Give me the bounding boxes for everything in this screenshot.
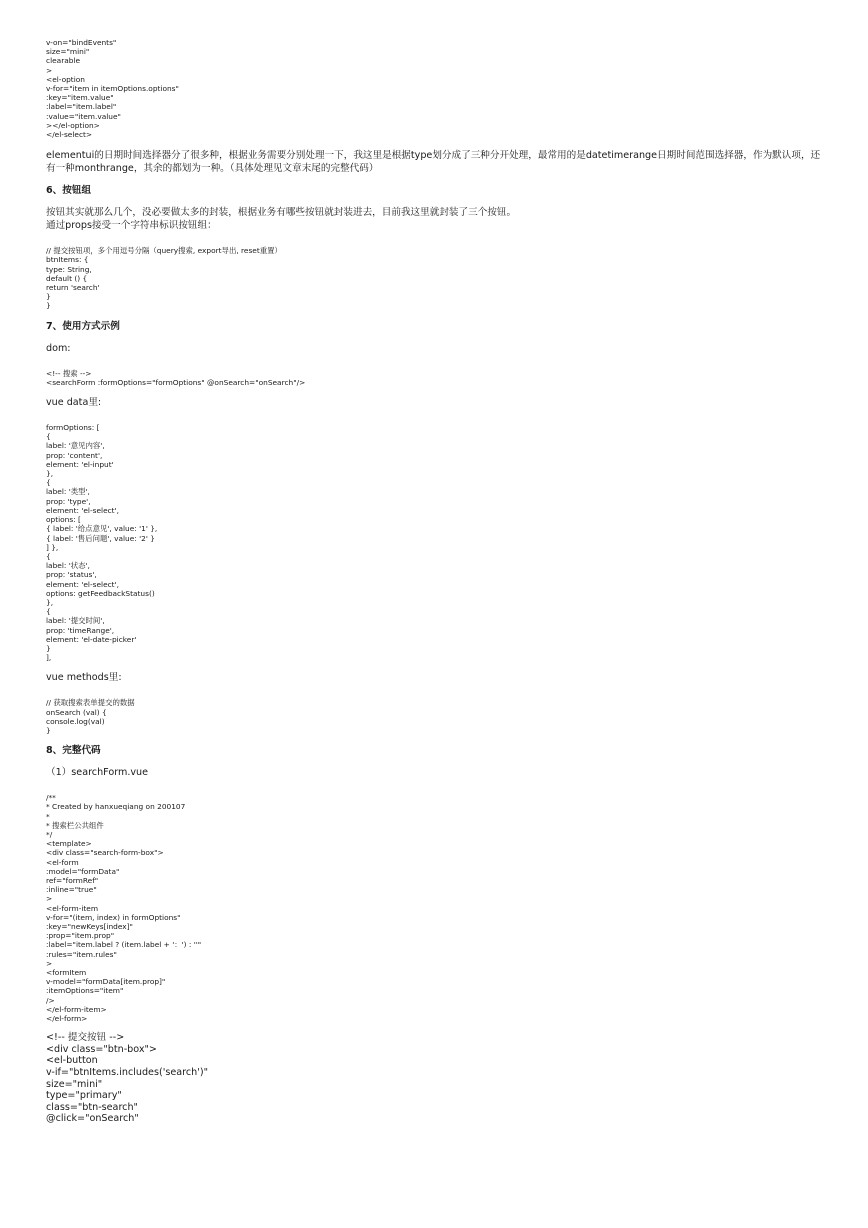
label-dom: dom: xyxy=(46,342,71,354)
code-line: <template> xyxy=(46,839,92,849)
code-line: :inline="true" xyxy=(46,885,97,895)
code-line: }, xyxy=(46,597,54,607)
code-line: type="primary" xyxy=(46,1090,122,1102)
code-line: element: 'el-input' xyxy=(46,459,114,469)
code-line: :key="item.value" xyxy=(46,93,114,103)
code-line: :model="formData" xyxy=(46,866,120,876)
code-line: :label="item.label" xyxy=(46,102,117,112)
code-line: btnItems: { xyxy=(46,255,89,265)
code-line: } xyxy=(46,301,51,311)
code-line: </el-form-item> xyxy=(46,1004,107,1014)
code-line: @click="onSearch" xyxy=(46,1113,139,1125)
code-line: prop: 'timeRange', xyxy=(46,625,115,635)
code-line: } xyxy=(46,643,51,653)
code-line: <el-button xyxy=(46,1055,98,1067)
code-line: ></el-option> xyxy=(46,120,100,130)
code-block-onsearch xyxy=(46,698,826,735)
code-block-searchform-template xyxy=(46,793,826,1023)
code-line: { xyxy=(46,551,51,561)
code-line: :itemOptions="item" xyxy=(46,986,124,996)
code-line: </el-select> xyxy=(46,130,93,140)
code-line: type: String, xyxy=(46,264,92,274)
code-line: size="mini" xyxy=(46,1078,103,1090)
code-line: :label="item.label ? (item.label + '：') : ''" xyxy=(46,940,202,950)
paragraph-buttons-2: 通过props接受一个字符串标识按钮组： xyxy=(46,220,217,232)
code-block-form-options xyxy=(46,423,826,662)
code-line: ], xyxy=(46,653,52,663)
code-line: <searchForm :formOptions="formOptions" @onSearch="onSearch"/> xyxy=(46,377,306,387)
code-line: <div class="btn-box"> xyxy=(46,1043,157,1055)
code-line: > xyxy=(46,958,53,968)
code-line: }, xyxy=(46,469,54,479)
code-line: ref="formRef" xyxy=(46,875,99,885)
code-line: element: 'el-date-picker' xyxy=(46,634,137,644)
code-line: options: getFeedbackStatus() xyxy=(46,588,155,598)
code-line: element: 'el-select', xyxy=(46,579,119,589)
code-line: > xyxy=(46,65,53,75)
code-line: default () { xyxy=(46,273,88,283)
code-line: * 搜索栏公共组件 xyxy=(46,820,104,830)
code-line: // 获取搜索表单提交的数据 xyxy=(46,698,135,708)
code-line: { xyxy=(46,607,51,617)
code-line: v-model="formData[item.prop]" xyxy=(46,977,166,987)
code-line: { label: '售后问题', value: '2' } xyxy=(46,533,155,543)
code-line: prop: 'type', xyxy=(46,496,91,506)
code-line: { label: '给点意见', value: '1' }, xyxy=(46,524,158,534)
code-line: prop: 'status', xyxy=(46,570,97,580)
code-line: <el-form xyxy=(46,857,79,867)
code-line: /** xyxy=(46,793,56,803)
code-line: ] }, xyxy=(46,542,59,552)
code-line: :rules="item.rules" xyxy=(46,949,117,959)
code-line: } xyxy=(46,725,51,735)
code-block-btnitems xyxy=(46,246,826,310)
code-line: v-on="bindEvents" xyxy=(46,38,117,47)
code-line: <el-option xyxy=(46,74,85,84)
code-line: :key="newKeys[index]" xyxy=(46,922,133,931)
code-line: { xyxy=(46,432,51,442)
code-block-select xyxy=(46,38,826,139)
code-block-dom xyxy=(46,369,826,387)
code-line: <div class="search-form-box"> xyxy=(46,848,164,858)
code-line: * xyxy=(46,811,50,821)
code-line: label: '意见内容', xyxy=(46,441,105,451)
code-line: console.log(val) xyxy=(46,716,105,726)
document-page xyxy=(46,38,826,1125)
code-line: :value="item.value" xyxy=(46,111,121,121)
code-line: <!-- 搜索 --> xyxy=(46,368,92,378)
code-line: class="btn-search" xyxy=(46,1101,138,1113)
heading-full-code: 8、完整代码 xyxy=(46,745,101,757)
code-line: :prop="item.prop" xyxy=(46,931,115,941)
code-line: v-for="(item, index) in formOptions" xyxy=(46,912,181,922)
code-line: options: [ xyxy=(46,515,81,525)
code-line: <formItem xyxy=(46,968,87,978)
code-line: v-if="btnItems.includes('search')" xyxy=(46,1067,208,1079)
code-line: return 'search' xyxy=(46,283,100,293)
code-line: size="mini" xyxy=(46,47,90,57)
code-line: </el-form> xyxy=(46,1014,88,1024)
code-line: element: 'el-select', xyxy=(46,505,119,515)
code-line: clearable xyxy=(46,56,81,66)
label-vue-data: vue data里: xyxy=(46,397,102,409)
code-line: prop: 'content', xyxy=(46,450,103,460)
paragraph-buttons-1: 按钮其实就那么几个，没必要做太多的封装，根据业务有哪些按钮就封装进去，目前我这里就封装了三个按钮。 xyxy=(46,207,517,219)
label-vue-methods: vue methods里: xyxy=(46,672,122,684)
code-line: * Created by hanxueqiang on 200107 xyxy=(46,802,186,812)
code-line: label: '状态', xyxy=(46,561,90,571)
code-line: label: '提交时间', xyxy=(46,616,105,626)
code-line: > xyxy=(46,894,53,904)
code-line: formOptions: [ xyxy=(46,423,100,433)
code-line: /> xyxy=(46,995,55,1005)
paragraph-datetime: elementui的日期时间选择器分了很多种，根据业务需要分别处理一下，我这里是根据type划分成了三种分开处理，最常用的是datetimerange日期时间范围选择器，作为默认项，还有一种monthrange，其余的都划为一种。（具体处理见文章末尾的完整代码） xyxy=(46,150,821,175)
code-line: <el-form-item xyxy=(46,903,99,913)
code-line: } xyxy=(46,292,51,302)
code-line: onSearch (val) { xyxy=(46,707,107,717)
code-line: label: '类型', xyxy=(46,487,90,497)
code-line: // 提交按钮项，多个用逗号分隔（query搜索, export导出, reset重置） xyxy=(46,246,282,256)
code-line: v-for="item in itemOptions.options" xyxy=(46,84,179,94)
heading-button-group: 6、按钮组 xyxy=(46,185,92,197)
code-line: <!-- 提交按钮 --> xyxy=(46,1032,125,1044)
code-line: */ xyxy=(46,829,53,839)
heading-usage-example: 7、使用方式示例 xyxy=(46,320,120,332)
code-line: { xyxy=(46,478,51,488)
label-searchform-vue: （1）searchForm.vue xyxy=(46,767,149,779)
code-block-submit-button xyxy=(46,1032,826,1125)
